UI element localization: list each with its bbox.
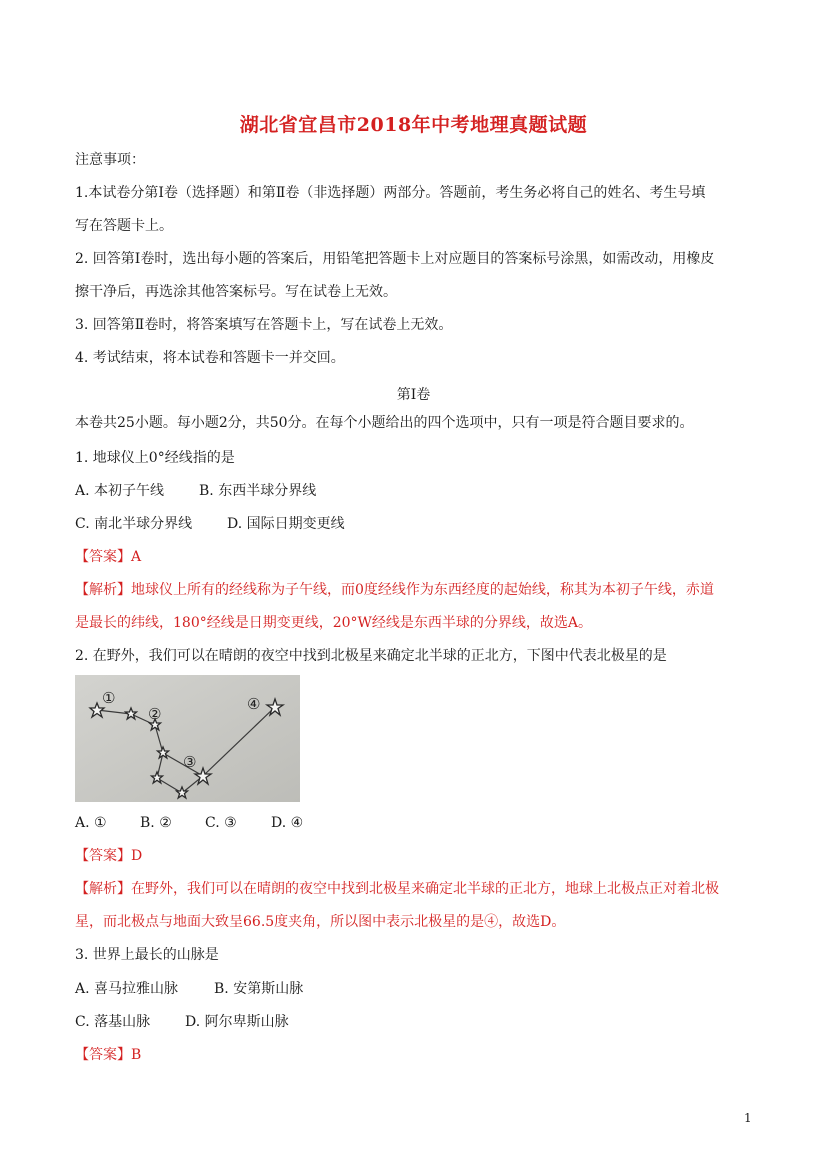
q2-options xyxy=(75,814,303,832)
figure-label-4: ④ xyxy=(247,695,261,713)
q1-explanation-line-1: 【解析】地球仪上所有的经线称为子午线，而0度经线作为东西经度的起始线，称其为本初子午线，赤道 xyxy=(75,582,714,598)
note-4: 4. 考试结束，将本试卷和答题卡一并交回。 xyxy=(75,350,345,366)
notes-heading: 注意事项： xyxy=(75,152,145,168)
q3-stem: 3. 世界上最长的山脉是 xyxy=(75,947,219,963)
figure-label-1: ① xyxy=(102,689,116,707)
q3-options-row-1 xyxy=(75,980,303,998)
note-3: 3. 回答第Ⅱ卷时，将答案填写在答题卡上，写在试卷上无效。 xyxy=(75,317,453,333)
q1-stem: 1. 地球仪上0°经线指的是 xyxy=(75,450,235,466)
q3-option-b: B. 安第斯山脉 xyxy=(214,981,304,997)
q1-answer: 【答案】A xyxy=(75,549,142,565)
q3-option-d: D. 阿尔卑斯山脉 xyxy=(185,1014,289,1030)
q2-answer: 【答案】D xyxy=(75,848,143,864)
q1-options-row-2 xyxy=(75,515,345,533)
q3-option-a: A. 喜马拉雅山脉 xyxy=(75,981,179,997)
note-2-line-2: 擦干净后，再选涂其他答案标号。写在试卷上无效。 xyxy=(75,284,397,300)
q1-explanation-line-2: 是最长的纬线，180°经线是日期变更线，20°W经线是东西半球的分界线，故选A。 xyxy=(75,615,593,631)
q2-option-b: B. ② xyxy=(140,815,172,831)
section-title: 第Ⅰ卷 xyxy=(396,387,431,403)
q2-option-d: D. ④ xyxy=(271,815,304,831)
q2-option-a: A. ① xyxy=(75,815,107,831)
q2-stem: 2. 在野外，我们可以在晴朗的夜空中找到北极星来确定北半球的正北方，下图中代表北极星的是 xyxy=(75,648,667,664)
q2-option-c: C. ③ xyxy=(205,815,237,831)
document-title: 湖北省宜昌市2018年中考地理真题试题 xyxy=(239,114,588,136)
note-1-line-1: 1.本试卷分第Ⅰ卷（选择题）和第Ⅱ卷（非选择题）两部分。答题前，考生务必将自己的姓名、考生号填 xyxy=(75,185,706,201)
note-2-line-1: 2. 回答第Ⅰ卷时，选出每小题的答案后，用铅笔把答题卡上对应题目的答案标号涂黑，如需改动，用橡皮 xyxy=(75,251,715,267)
q3-option-c: C. 落基山脉 xyxy=(75,1014,151,1030)
note-1-line-2: 写在答题卡上。 xyxy=(75,218,173,234)
figure-label-3: ③ xyxy=(183,753,197,771)
q1-option-d: D. 国际日期变更线 xyxy=(227,516,345,532)
q1-option-b: B. 东西半球分界线 xyxy=(199,483,317,499)
q1-option-c: C. 南北半球分界线 xyxy=(75,516,193,532)
q3-options-row-2 xyxy=(75,1013,289,1031)
q1-options-row-1 xyxy=(75,482,316,500)
q2-explanation-line-1: 【解析】在野外，我们可以在晴朗的夜空中找到北极星来确定北半球的正北方，地球上北极点正对着北极 xyxy=(75,881,719,897)
q1-option-a: A. 本初子午线 xyxy=(75,483,165,499)
section-intro: 本卷共25小题。每小题2分，共50分。在每个小题给出的四个选项中，只有一项是符合题目要求的。 xyxy=(75,415,694,431)
q2-explanation-line-2: 星，而北极点与地面大致呈66.5度夹角，所以图中表示北极星的是④，故选D。 xyxy=(75,914,566,930)
figure-label-2: ② xyxy=(148,705,162,723)
page-number: 1 xyxy=(744,1111,752,1125)
star-map-svg xyxy=(75,675,300,802)
q3-answer: 【答案】B xyxy=(75,1047,142,1063)
star-map-figure xyxy=(75,675,300,802)
